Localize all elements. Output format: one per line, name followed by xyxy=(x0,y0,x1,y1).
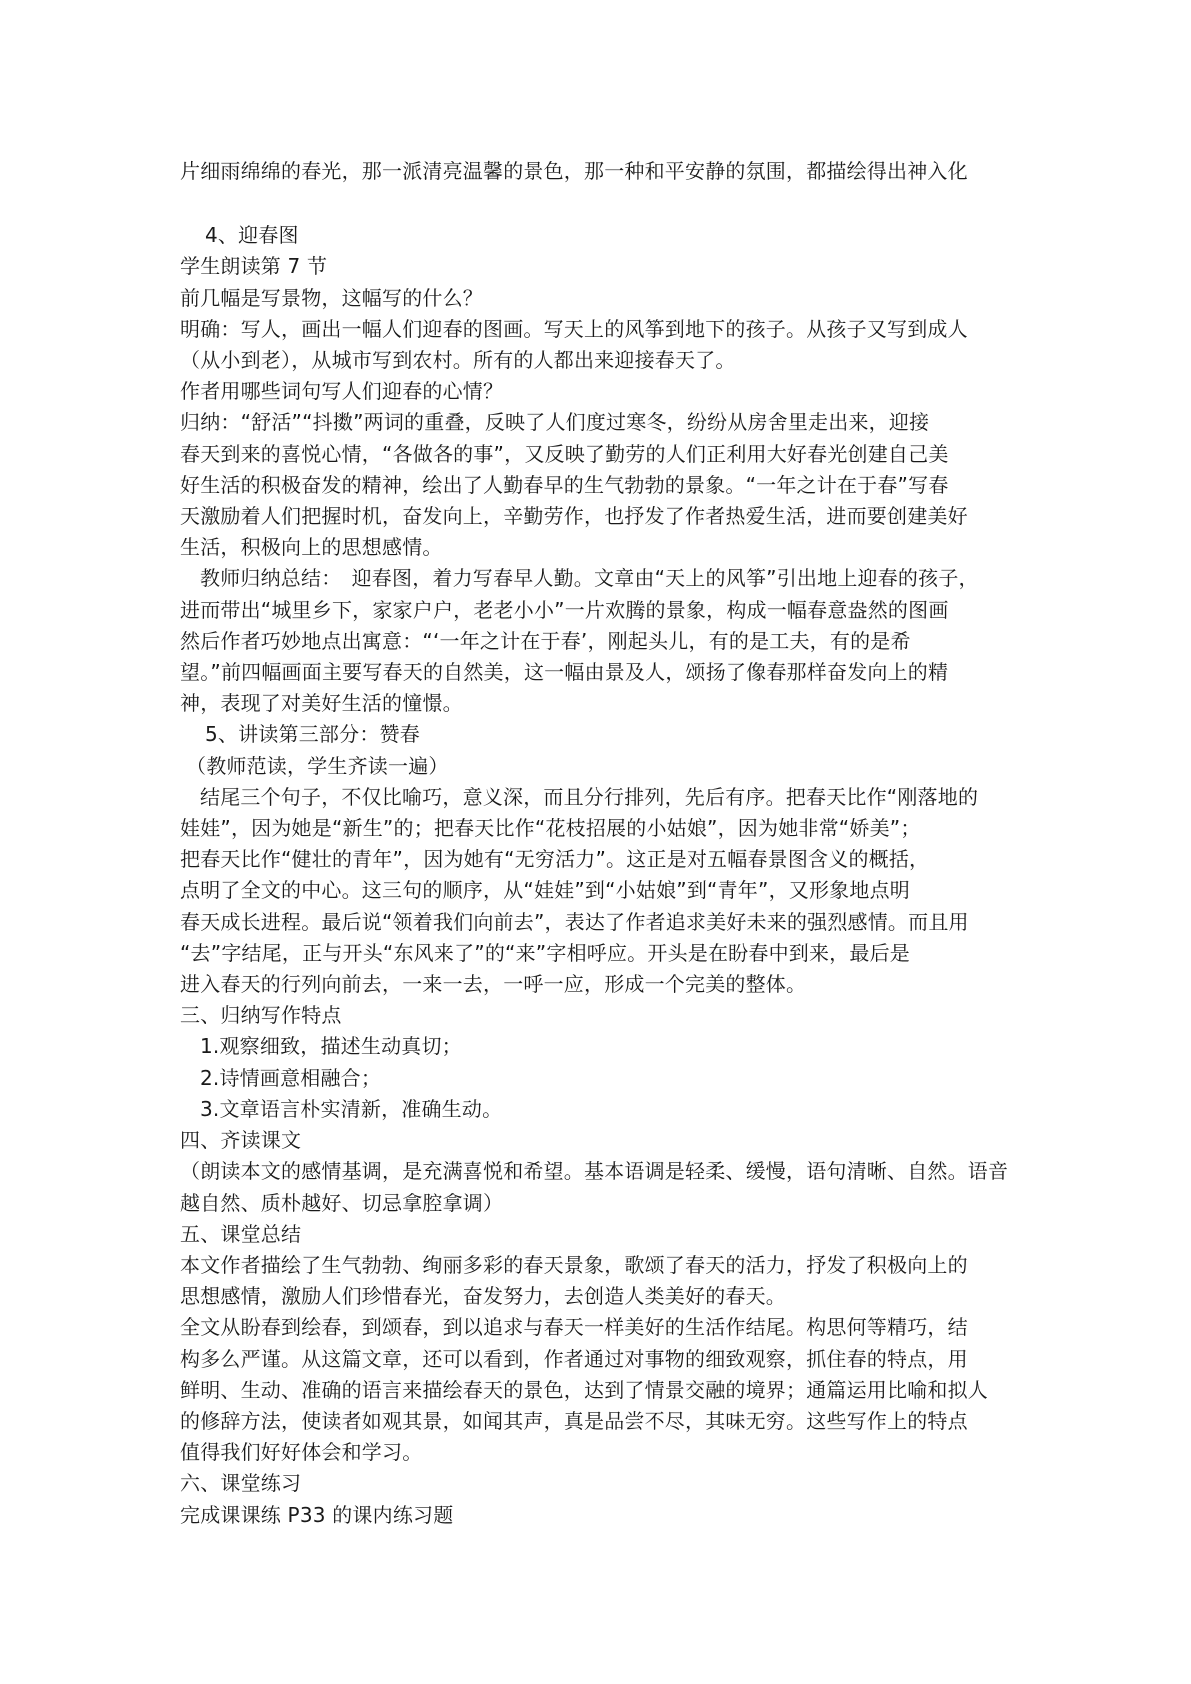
text-line: 神，表现了对美好生活的憧憬。 xyxy=(180,691,463,716)
section-heading: 四、齐读课文 xyxy=(180,1128,302,1153)
list-item: 2.诗情画意相融合； xyxy=(200,1065,382,1090)
text-line: 归纳：“舒活”“抖擞”两词的重叠，反映了人们度过寒冬，纷纷从房舍里走出来，迎接 xyxy=(180,410,930,435)
section-heading: 4、迎春图 xyxy=(205,223,299,248)
text-line: 生活，积极向上的思想感情。 xyxy=(180,535,443,560)
document-body xyxy=(180,156,1020,1531)
section-heading: 5、讲读第三部分：赞春 xyxy=(205,722,420,747)
text-line: 片细雨绵绵的春光，那一派清亮温馨的景色，那一种和平安静的氛围，都描绘得出神入化 xyxy=(180,159,968,183)
text-line: 的修辞方法，使读者如观其景，如闻其声，真是品尝不尽，其味无穷。这些写作上的特点 xyxy=(180,1408,968,1433)
text-line: 完成课课练 P33 的课内练习题 xyxy=(180,1502,454,1527)
text-line: 前几幅是写景物，这幅写的什么？ xyxy=(180,285,483,310)
text-line: 全文从盼春到绘春，到颂春，到以追求与春天一样美好的生活作结尾。构思何等精巧，结 xyxy=(180,1315,968,1340)
text-line: 好生活的积极奋发的精神，绘出了人勤春早的生气勃勃的景象。“一年之计在于春”写春 xyxy=(180,472,949,497)
text-line: 望。”前四幅画面主要写春天的自然美，这一幅由景及人，颂扬了像春那样奋发向上的精 xyxy=(180,660,949,685)
blank-line xyxy=(180,187,1020,220)
text-line: 进入春天的行列向前去，一来一去，一呼一应，形成一个完美的整体。 xyxy=(180,972,807,997)
list-item: 3.文章语言朴实清新，准确生动。 xyxy=(200,1096,503,1121)
text-line: （朗读本文的感情基调，是充满喜悦和希望。基本语调是轻柔、缓慢，语句清晰、自然。语音 xyxy=(180,1159,1009,1184)
text-line: （从小到老），从城市写到农村。所有的人都出来迎接春天了。 xyxy=(180,348,736,373)
text-line: 春天成长进程。最后说“领着我们向前去”，表达了作者追求美好未来的强烈感情。而且用 xyxy=(180,909,969,934)
text-line: 本文作者描绘了生气勃勃、绚丽多彩的春天景象，歌颂了春天的活力，抒发了积极向上的 xyxy=(180,1252,968,1277)
text-line: 作者用哪些词句写人们迎春的心情？ xyxy=(180,379,504,404)
text-line: “去”字结尾，正与开头“东风来了”的“来”字相呼应。开头是在盼春中到来，最后是 xyxy=(180,940,910,965)
text-line: 越自然、质朴越好、切忌拿腔拿调） xyxy=(180,1190,504,1215)
section-heading: 三、归纳写作特点 xyxy=(180,1003,342,1028)
text-line: 然后作者巧妙地点出寓意：“‘一年之计在于春’，刚起头儿，有的是工夫，有的是希 xyxy=(180,628,911,653)
text-line: 天激励着人们把握时机，奋发向上，辛勤劳作，也抒发了作者热爱生活，进而要创建美好 xyxy=(180,504,968,529)
text-line: 春天到来的喜悦心情，“各做各的事”，又反映了勤劳的人们正利用大好春光创建自己美 xyxy=(180,441,949,466)
text-line: 学生朗读第 7 节 xyxy=(180,254,328,279)
text-line: 明确：写人，画出一幅人们迎春的图画。写天上的风筝到地下的孩子。从孩子又写到成人 xyxy=(180,316,968,341)
list-item: 1.观察细致，描述生动真切； xyxy=(200,1034,462,1059)
text-line: 把春天比作“健壮的青年”，因为她有“无穷活力”。这正是对五幅春景图含义的概括， xyxy=(180,847,930,872)
section-heading: 五、课堂总结 xyxy=(180,1221,302,1246)
text-line: 教师归纳总结： 迎春图，着力写春早人勤。文章由“天上的风筝”引出地上迎春的孩子， xyxy=(200,566,979,591)
text-line: 鲜明、生动、准确的语言来描绘春天的景色，达到了情景交融的境界；通篇运用比喻和拟人 xyxy=(180,1377,988,1402)
text-line: 值得我们好好体会和学习。 xyxy=(180,1440,423,1465)
section-heading: 六、课堂练习 xyxy=(180,1471,302,1496)
text-line: 点明了全文的中心。这三句的顺序，从“娃娃”到“小姑娘”到“青年”，又形象地点明 xyxy=(180,878,910,903)
text-line: 思想感情，激励人们珍惜春光，奋发努力，去创造人类美好的春天。 xyxy=(180,1284,786,1309)
text-line: 构多么严谨。从这篇文章，还可以看到，作者通过对事物的细致观察，抓住春的特点，用 xyxy=(180,1346,968,1371)
text-line: （教师范读，学生齐读一遍） xyxy=(186,753,449,778)
text-line: 结尾三个句子，不仅比喻巧，意义深，而且分行排列，先后有序。把春天比作“刚落地的 xyxy=(200,784,979,809)
text-line: 娃娃”，因为她是“新生”的；把春天比作“花枝招展的小姑娘”，因为她非常“娇美”； xyxy=(180,816,921,841)
text-line: 进而带出“城里乡下，家家户户，老老小小”一片欢腾的景象，构成一幅春意盎然的图画 xyxy=(180,597,949,622)
